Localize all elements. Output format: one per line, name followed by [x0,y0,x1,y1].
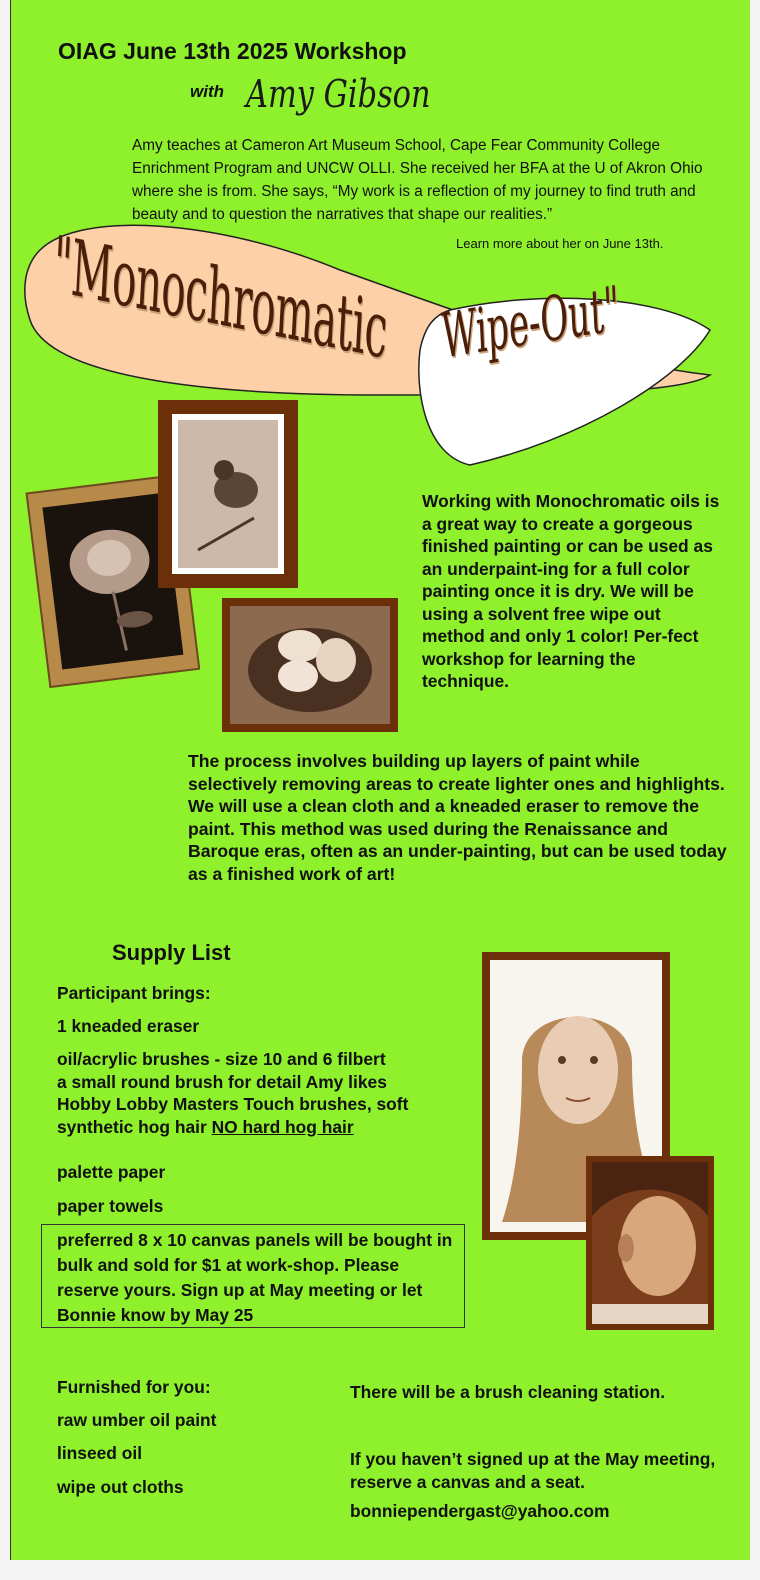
no-hard-hog-hair: NO hard hog hair [211,1116,354,1137]
bird-painting [158,400,300,590]
description-paragraph-1: Working with Monochromatic oils is a great way to create a gorgeous finished painting or can be used as an underpaint-ing for a full color painting once it is dry. We will be using a solvent free wipe out method and only 1 color! Per-fect workshop for learning the technique. [422,491,720,691]
participant-brings: Participant brings: [57,983,211,1003]
brushes-line-4a: synthetic hog hair [57,1116,212,1137]
brushes-line-4 [57,1116,408,1139]
woman-portrait [586,1156,716,1332]
flyer-page [10,0,750,1560]
furnished-item-2: linseed oil [57,1443,143,1463]
furnished-item-1: raw umber oil paint [57,1410,217,1430]
brushes-line-2: a small round brush for detail Amy likes [57,1071,387,1092]
banner-title-part2: Wipe-Out" [440,271,622,373]
supply-palette: palette paper [57,1162,166,1182]
instructor-name: Amy Gibson [246,72,431,116]
learn-more-note: Learn more about her on June 13th. [456,236,664,251]
supply-brushes [57,1048,408,1138]
supply-list-title: Supply List [112,940,231,965]
banner-title-part1: "Monochromatic [51,220,390,377]
instructor-bio: Amy teaches at Cameron Art Museum School, Cape Fear Community College Enrichment Program and UNCW OLLI. She received her BFA at the U of Akron Ohio where she is from. She says, “My work is a reflection of my journey to find truth and beauty and to question the narratives that shape our realities.” [132,137,703,223]
furnished-item-3: wipe out cloths [57,1477,184,1497]
brushes-line-3: Hobby Lobby Masters Touch brushes, soft [57,1094,409,1114]
workshop-title: OIAG June 13th 2025 Workshop [58,38,407,64]
furnished-title: Furnished for you: [57,1377,211,1397]
supply-eraser: 1 kneaded eraser [57,1016,200,1036]
signup-note: If you haven’t signed up at the May meeting, reserve a canvas and a seat. [350,1449,716,1492]
supply-towels: paper towels [57,1196,164,1216]
canvas-note-box: preferred 8 x 10 canvas panels will be bought in bulk and sold for $1 at work-shop. Please reserve yours. Sign up at May meeting or let Bonnie know by May 25 [41,1224,465,1328]
brushes-line-1: oil/acrylic brushes - size 10 and 6 filbert [57,1049,386,1069]
with-label: with [190,82,224,101]
contact-email[interactable]: bonniependergast@yahoo.com [350,1501,610,1521]
left-border [10,0,11,1560]
description-paragraph-2: The process involves building up layers of paint while selectively removing areas to create lighter ones and highlights. We will use a clean cloth and a kneaded eraser to remove the paint. This method was used during the Renaissance and Baroque eras, often as an under-painting, but can be used today as a finished work of art! [188,751,727,884]
cleaning-station-note: There will be a brush cleaning station. [350,1382,666,1402]
eggs-nest-painting [222,598,400,734]
